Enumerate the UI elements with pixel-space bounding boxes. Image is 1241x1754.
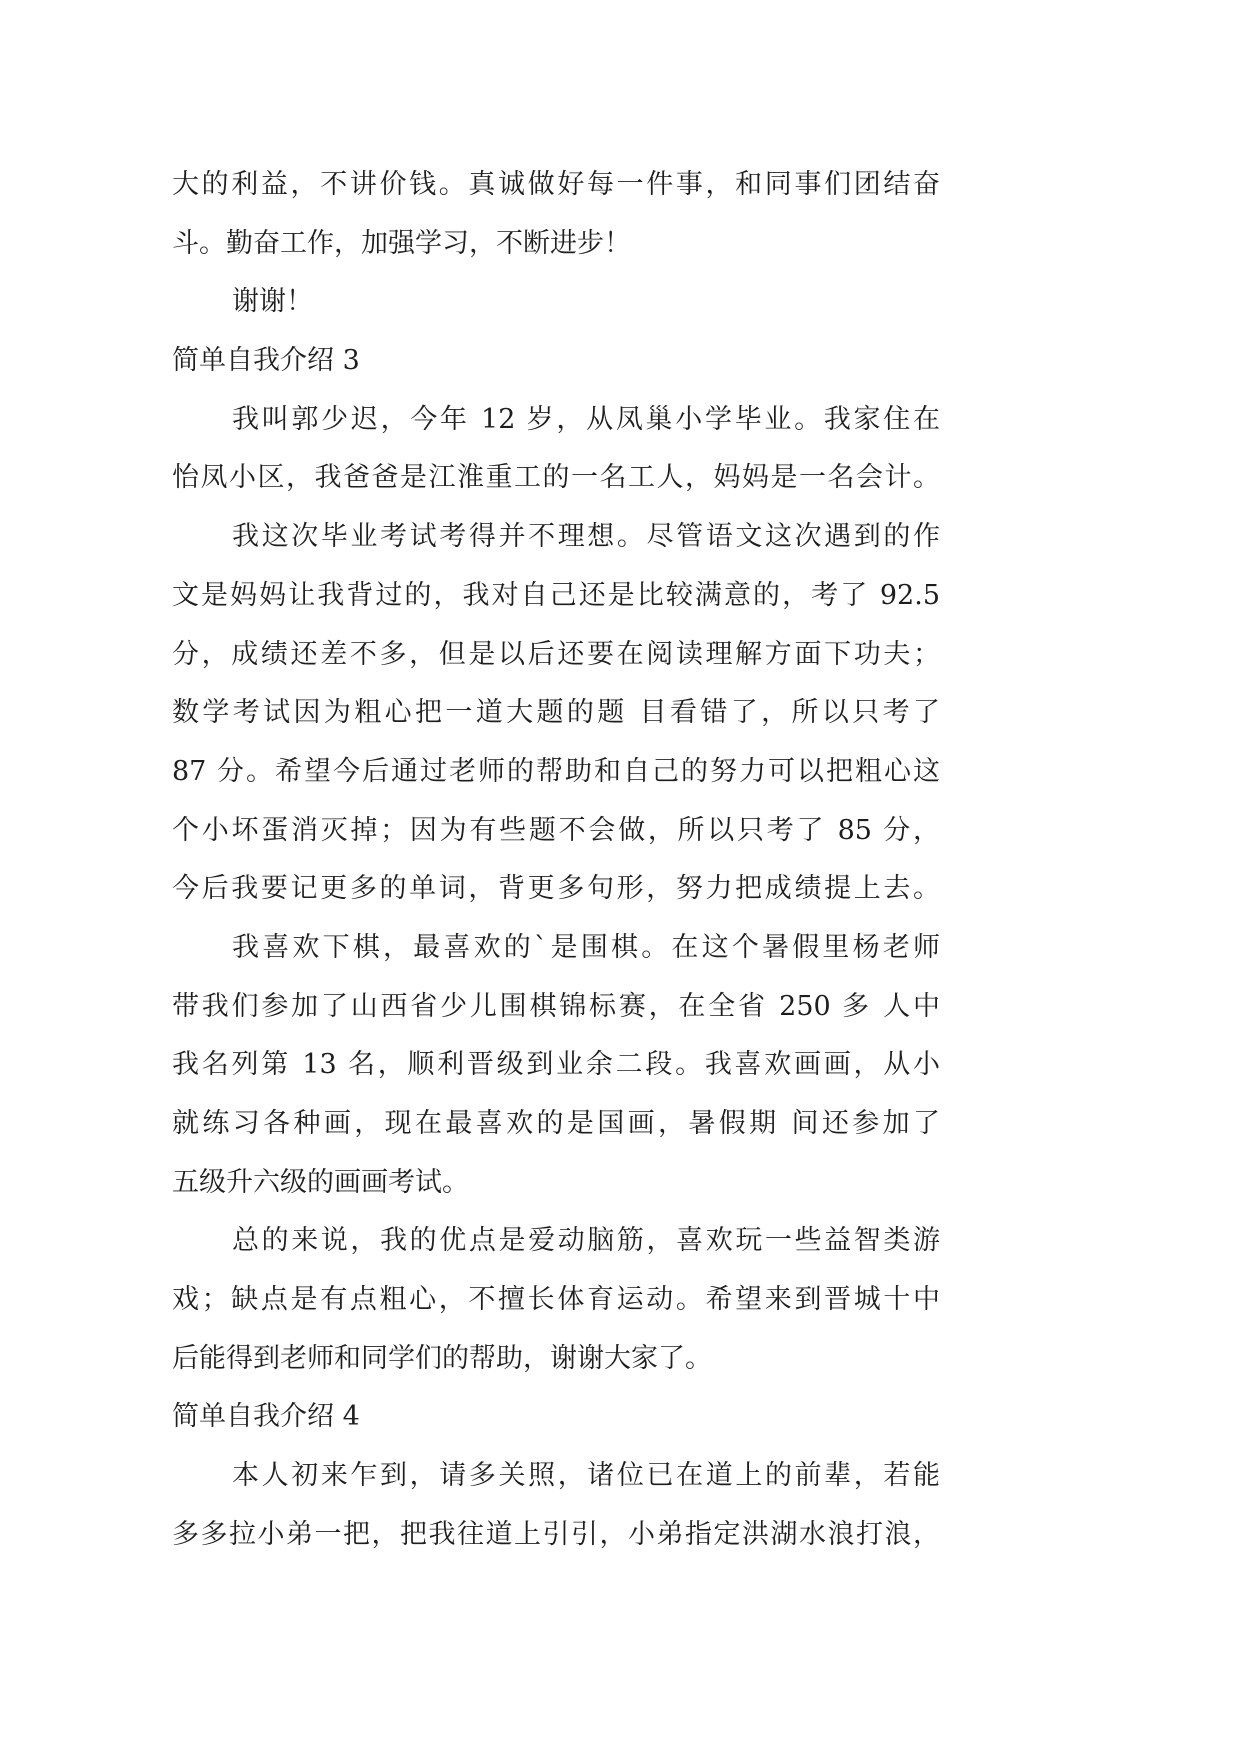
text-line: 数学考试因为粗心把一道大题的题 目看错了，所以只考了 — [172, 697, 940, 729]
text-line: 我喜欢下棋，最喜欢的`是围棋。在这个暑假里杨老师 — [232, 931, 940, 963]
text-line: 87 分。希望今后通过老师的帮助和自己的努力可以把粗心这 — [172, 755, 940, 787]
text-line: 就练习各种画，现在最喜欢的是国画，暑假期 间还参加了 — [172, 1108, 940, 1139]
text-line: 斗。勤奋工作，加强学习，不断进步！ — [172, 227, 631, 259]
text-line: 个小坏蛋消灭掉；因为有些题不会做，所以只考了 85 分， — [172, 814, 940, 846]
text-line: 我这次毕业考试考得并不理想。尽管语文这次遇到的作 — [232, 521, 940, 553]
text-line: 多多拉小弟一把，把我往道上引引，小弟指定洪湖水浪打浪， — [172, 1518, 940, 1550]
paragraph — [172, 273, 940, 332]
text-line: 大的利益，不讲价钱。真诚做好每一件事，和同事们团结奋 — [172, 169, 940, 200]
text-line: 我名列第 13 名，顺利晋级到业余二段。我喜欢画画，从小 — [172, 1049, 940, 1081]
paragraph — [172, 1212, 940, 1388]
text-line: 带我们参加了山西省少儿围棋锦标赛，在全省 250 多 人中 — [172, 990, 940, 1022]
section-heading: 简单自我介绍 3 — [172, 345, 360, 377]
text-line: 戏；缺点是有点粗心，不擅长体育运动。希望来到晋城十中 — [172, 1284, 940, 1316]
document-body — [172, 156, 940, 1565]
text-line: 怡凤小区，我爸爸是江淮重工的一名工人，妈妈是一名会计。 — [172, 462, 940, 494]
paragraph — [172, 508, 940, 919]
text-line: 分，成绩还差不多，但是以后还要在阅读理解方面下功夫； — [172, 638, 940, 670]
text-line: 我叫郭少迟，今年 12 岁，从凤巢小学毕业。我家住在 — [232, 403, 940, 435]
text-line: 今后我要记更多的单词，背更多句形，努力把成绩提上去。 — [172, 873, 940, 905]
paragraph — [172, 919, 940, 1212]
text-line: 后能得到老师和同学们的帮助，谢谢大家了。 — [172, 1342, 712, 1374]
paragraph — [172, 391, 940, 508]
paragraph — [172, 1447, 940, 1564]
paragraph — [172, 156, 940, 273]
text-line: 本人初来乍到，请多关照，诸位已在道上的前辈，若能 — [232, 1460, 940, 1492]
text-line: 文是妈妈让我背过的，我对自己还是比较满意的，考了 92.5 — [172, 579, 940, 611]
text-line: 总的来说，我的优点是爱动脑筋，喜欢玩一些益智类游 — [232, 1225, 940, 1257]
text-line: 五级升六级的画画考试。 — [172, 1166, 469, 1198]
thanks-line: 谢谢！ — [232, 286, 313, 318]
section-heading: 简单自我介绍 4 — [172, 1401, 360, 1433]
